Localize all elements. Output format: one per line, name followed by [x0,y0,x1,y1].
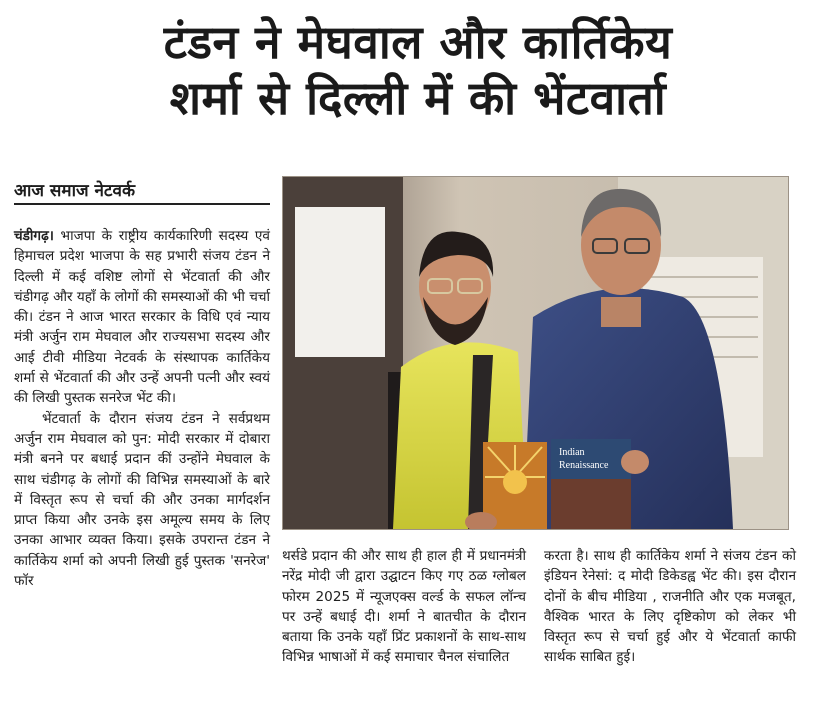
paragraph-1-text: भाजपा के राष्ट्रीय कार्यकारिणी सदस्य एवं हिमाचल प्रदेश भाजपा के सह प्रभारी संजय टंडन ने दिल्ली में कई वशिष्ट लोगों से भेंटवार्ता की और चंडीगढ़ और यहाँ के लोगों की समस्याओं की भी चर्चा की। टंडन ने आज भारत सरकार के विधि एवं न्याय मंत्री अर्जुन राम मेघवाल और राज्यसभा सदस्य और आई टीवी मीडिया नेटवर्क के संस्थापक कार्तिकेय शर्मा से भेंटवार्ता की और उन्हें अपनी पत्नी और स्वयं की लिखी पुस्तक सनरेज भेंट की। [14,228,270,407]
headline-line-2: शर्मा से दिल्ली में की भेंटवार्ता [169,71,667,125]
news-photo [282,176,789,530]
article-paragraph-2: भेंटवार्ता के दौरान संजय टंडन ने सर्वप्रथम अर्जुन राम मेघवाल को पुन: मोदी सरकार में दोबारा मंत्री बनने पर बधाई प्रदान कीं उन्होंने मेघवाल के साथ चंडीगढ़ के लोगों की विभिन्न समस्याओं के बारे में विस्तृत रूप से चर्चा की और उनका मार्गदर्शन प्राप्त किया और उनके इस अमूल्य समय के लिए उनका आभार व्यक्त किया। इसके उपरान्त टंडन ने कार्तिकेय शर्मा को अपनी लिखी हुई पुस्तक 'सनरेज' फॉर [14,410,270,590]
article-paragraph-1 [14,226,270,409]
article-paragraph-3: थर्सडे प्रदान की और साथ ही हाल ही में प्रधानमंत्री नरेंद्र मोदी जी द्वारा उद्घाटन किए गए ठळ ग्लोबल फोरम 2025 में न्यूजएक्स वर्ल्ड के सफल लॉन्च पर उन्हें बधाई दी। शर्मा ने बातचीत के दौरान बताया कि उनके यहाँ प्रिंट प्रकाशनों के साथ-साथ विभिन्न भाषाओं में कई समाचार चैनल संचालित [282,548,526,666]
headline [0,14,836,126]
photo-illustration [283,177,788,529]
dateline: चंडीगढ़। [14,228,54,244]
article-column-1 [14,226,270,591]
article-paragraph-4: करता है। साथ ही कार्तिकेय शर्मा ने संजय टंडन को इंडियन रेनेसां: द मोदी डिकेडह्व भेंट की। इस दौरान दोनों के बीच मीडिया , राजनीति और एक मजबूत, वैश्विक भारत के लिए दृष्टिकोण को लेकर भी विस्तृत रूप से चर्चा हुई और ये भेंटवार्ता काफी सार्थक साबित हुई। [544,548,796,666]
headline-line-1: टंडन ने मेघवाल और कार्तिकेय [163,15,673,69]
book-title-line-2: Renaissance [559,460,609,471]
byline-divider [14,203,270,205]
article-column-3 [544,546,796,668]
byline: आज समाज नेटवर्क [14,181,136,201]
article-column-2 [282,546,526,668]
book-title-line-1: Indian [559,447,585,458]
